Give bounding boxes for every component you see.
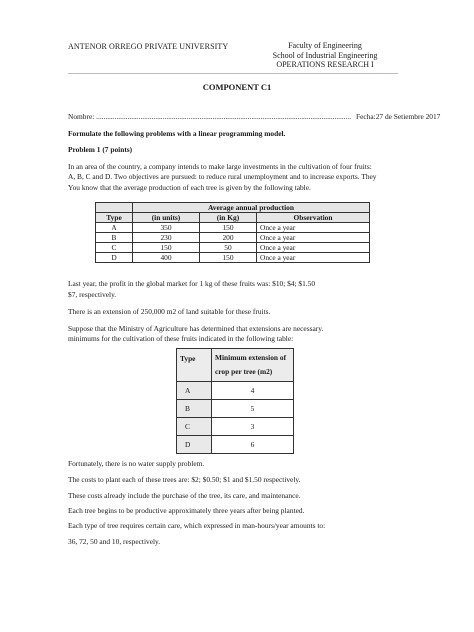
table-cell: 350 — [133, 223, 200, 233]
closing-line-2: The costs to plant each of these trees are: $2; $0.50; $1 and $1.50 respectively. — [68, 475, 301, 484]
table-cell: 400 — [133, 253, 200, 263]
column-header: Type — [96, 213, 133, 223]
column-header: (in units) — [133, 213, 200, 223]
production-table — [95, 202, 370, 263]
table-row — [177, 418, 294, 436]
closing-line-3: These costs already include the purchase of the tree, its care, and maintenance. — [68, 491, 301, 500]
ministry-line-1: Suppose that the Ministry of Agriculture has determined that extensions are necessary. — [68, 324, 324, 333]
table-cell: 6 — [212, 436, 294, 454]
table-cell: 230 — [133, 233, 200, 243]
column-header: Type — [177, 349, 212, 382]
intro-line-3: You know that the average production of each tree is given by the following table. — [68, 183, 311, 192]
intro-line-1: In an area of the country, a company intends to make large investments in the cultivation of four fruits: — [68, 162, 372, 171]
column-header: (in Kg) — [200, 213, 257, 223]
table-cell: A — [96, 223, 133, 233]
table-cell: 200 — [200, 233, 257, 243]
table-row — [96, 223, 370, 233]
course-name: OPERATIONS RESEARCH I — [276, 60, 374, 69]
table-row — [96, 253, 370, 263]
land-text: There is an extension of 250,000 m2 of land suitable for these fruits. — [68, 307, 271, 316]
intro-line-2: A, B, C and D. Two objectives are pursued: to reduce rural unemployment and to increase exports. They — [68, 172, 377, 181]
faculty-name: Faculty of Engineering — [288, 41, 362, 50]
table-cell: B — [177, 400, 212, 418]
name-line: Nombre: .......................................................................................................................................... — [68, 112, 352, 121]
table-cell: 50 — [200, 243, 257, 253]
closing-line-4: Each tree begins to be productive approximately three years after being planted. — [68, 506, 305, 515]
faculty-block — [270, 41, 380, 70]
table-cell: 150 — [200, 253, 257, 263]
table-cell: Once a year — [257, 233, 370, 243]
school-name: School of Industrial Engineering — [272, 50, 378, 60]
ministry-line-2: minimums for the cultivation of these fruits indicated in the following table: — [68, 334, 294, 343]
table-cell: 150 — [200, 223, 257, 233]
minimum-extension-table — [176, 348, 294, 454]
column-header: Observation — [257, 213, 370, 223]
date-line: Fecha:27 de Setiembre 2017 — [356, 112, 441, 121]
table-cell: Once a year — [257, 253, 370, 263]
table-cell: 4 — [212, 382, 294, 400]
instruction: Formulate the following problems with a linear programming model. — [68, 129, 286, 138]
table-row — [96, 233, 370, 243]
table-row — [177, 382, 294, 400]
problem-title: Problem 1 (7 points) — [68, 145, 133, 154]
production-group-header: Average annual production — [133, 203, 370, 213]
table-row — [177, 436, 294, 454]
page-title: COMPONENT C1 — [202, 82, 272, 92]
table-cell: B — [96, 233, 133, 243]
profit-line-2: $7, respectively. — [68, 290, 117, 299]
table-cell: C — [177, 418, 212, 436]
table-cell: A — [177, 382, 212, 400]
closing-line-6: 36, 72, 50 and 10, respectively. — [68, 537, 161, 546]
closing-line-1: Fortunately, there is no water supply problem. — [68, 459, 205, 468]
university-name: ANTENOR ORREGO PRIVATE UNIVERSITY — [68, 42, 229, 51]
table-cell: 150 — [133, 243, 200, 253]
table-cell: C — [96, 243, 133, 253]
table-cell: 5 — [212, 400, 294, 418]
profit-line-1: Last year, the profit in the global market for 1 kg of these fruits was: $10; $4; $1.50 — [68, 279, 316, 288]
table-cell: Once a year — [257, 243, 370, 253]
table-cell: D — [96, 253, 133, 263]
closing-line-5: Each type of tree requires certain care, which expressed in man-hours/year amounts to: — [68, 521, 326, 530]
table-row — [177, 400, 294, 418]
table-cell: D — [177, 436, 212, 454]
column-header: Minimum extension of crop per tree (m2) — [212, 349, 294, 382]
table-row — [96, 243, 370, 253]
table-cell: Once a year — [257, 223, 370, 233]
header-divider — [68, 73, 398, 74]
table-cell: 3 — [212, 418, 294, 436]
